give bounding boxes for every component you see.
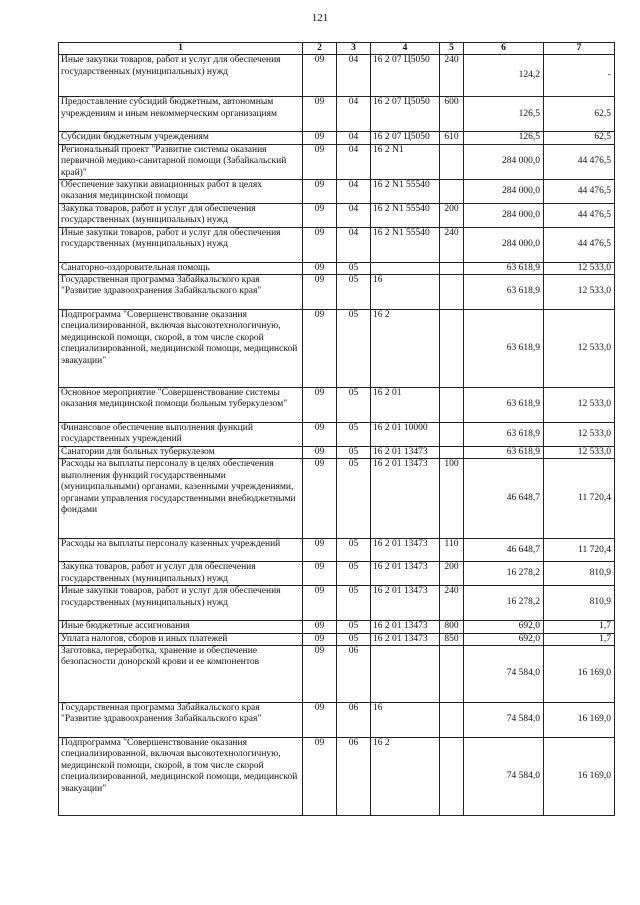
- row-col-3: 04: [337, 144, 371, 179]
- row-code: 16 2 07 Ц5050: [371, 132, 440, 144]
- row-amount-col-6: 74 584,0: [464, 737, 544, 815]
- row-col-2: 09: [303, 459, 337, 539]
- table-row: [59, 262, 615, 274]
- row-code: 16 2 01 13473: [371, 539, 440, 562]
- row-col-2: 09: [303, 645, 337, 702]
- row-amount-col-6: 63 618,9: [464, 275, 544, 310]
- table-row: [59, 702, 615, 737]
- row-amount-col-6: 74 584,0: [464, 702, 544, 737]
- row-code: 16 2 N1 55540: [371, 227, 440, 262]
- row-code: 16 2 01 13473: [371, 562, 440, 586]
- table-row: [59, 144, 615, 179]
- row-code: [371, 645, 440, 702]
- row-col-2: 09: [303, 275, 337, 310]
- row-col-2: 09: [303, 586, 337, 621]
- row-col-3: 06: [337, 737, 371, 815]
- table-row: [59, 388, 615, 423]
- row-col-2: 09: [303, 702, 337, 737]
- row-amount-col-6: 284 000,0: [464, 203, 544, 227]
- row-amount-col-6: 284 000,0: [464, 227, 544, 262]
- row-col-2: 09: [303, 262, 337, 274]
- table-row: [59, 55, 615, 97]
- row-code: 16: [371, 275, 440, 310]
- row-col-5: [440, 144, 464, 179]
- row-col-2: 09: [303, 388, 337, 423]
- row-name: Обеспечение закупки авиационных работ в целях оказания медицинской помощи: [59, 180, 303, 204]
- table-row: [59, 446, 615, 458]
- table-row: [59, 423, 615, 447]
- row-code: 16 2: [371, 737, 440, 815]
- row-col-5: 240: [440, 55, 464, 97]
- row-amount-col-7: 62,5: [544, 97, 615, 132]
- row-col-2: 09: [303, 633, 337, 645]
- row-col-2: 09: [303, 621, 337, 633]
- row-amount-col-6: 124,2: [464, 55, 544, 97]
- row-code: 16 2 07 Ц5050: [371, 55, 440, 97]
- row-code: 16 2 01 13473: [371, 586, 440, 621]
- row-name: Расходы на выплаты персоналу казенных учреждений: [59, 539, 303, 562]
- row-code: 16 2 01 13473: [371, 446, 440, 458]
- row-amount-col-6: 284 000,0: [464, 180, 544, 204]
- table-row: [59, 633, 615, 645]
- budget-table: [58, 42, 615, 816]
- row-amount-col-6: 692,0: [464, 621, 544, 633]
- row-col-3: 04: [337, 227, 371, 262]
- row-col-5: 600: [440, 97, 464, 132]
- row-amount-col-7: 12 533,0: [544, 446, 615, 458]
- row-amount-col-6: 63 618,9: [464, 423, 544, 447]
- row-col-3: 05: [337, 459, 371, 539]
- page-number: 121: [311, 12, 329, 24]
- row-name: Государственная программа Забайкальского края "Развитие здравоохранения Забайкальского края": [59, 702, 303, 737]
- row-name: Иные бюджетные ассигнования: [59, 621, 303, 633]
- row-amount-col-7: 12 533,0: [544, 388, 615, 423]
- row-col-5: 110: [440, 539, 464, 562]
- row-code: 16 2 N1 55540: [371, 180, 440, 204]
- row-col-3: 04: [337, 97, 371, 132]
- row-col-3: 04: [337, 203, 371, 227]
- row-col-5: [440, 737, 464, 815]
- row-name: Иные закупки товаров, работ и услуг для обеспечения государственных (муниципальных) нужд: [59, 55, 303, 97]
- row-amount-col-6: 46 648,7: [464, 539, 544, 562]
- row-amount-col-6: 63 618,9: [464, 262, 544, 274]
- row-name: Подпрограмма "Совершенствование оказания специализированной, включая высокотехнологичную, медицинской помощи, скорой, в том числе скорой специализированной, медицинской помощи, медицинской эвакуации": [59, 310, 303, 388]
- row-col-5: 240: [440, 586, 464, 621]
- row-code: 16 2: [371, 310, 440, 388]
- row-col-3: 05: [337, 262, 371, 274]
- table-header-row: [59, 43, 615, 55]
- row-name: Предоставление субсидий бюджетным, автономным учреждениям и иным некоммерческим организациям: [59, 97, 303, 132]
- row-col-3: 05: [337, 275, 371, 310]
- row-amount-col-6: 46 648,7: [464, 459, 544, 539]
- row-col-5: 850: [440, 633, 464, 645]
- row-col-2: 09: [303, 144, 337, 179]
- table-row: [59, 459, 615, 539]
- table-row: [59, 737, 615, 815]
- row-amount-col-6: 63 618,9: [464, 310, 544, 388]
- row-code: [371, 262, 440, 274]
- row-col-5: [440, 423, 464, 447]
- row-code: 16 2 01 13473: [371, 633, 440, 645]
- row-name: Финансовое обеспечение выполнения функций государственных учреждений: [59, 423, 303, 447]
- row-name: Иные закупки товаров, работ и услуг для обеспечения государственных (муниципальных) нужд: [59, 227, 303, 262]
- row-col-2: 09: [303, 132, 337, 144]
- row-col-5: [440, 262, 464, 274]
- row-amount-col-7: 16 169,0: [544, 737, 615, 815]
- row-name: Государственная программа Забайкальского края "Развитие здравоохранения Забайкальского края": [59, 275, 303, 310]
- row-amount-col-7: 16 169,0: [544, 702, 615, 737]
- row-name: Региональный проект "Развитие системы оказания первичной медико-санитарной помощи (Забайкальский край)": [59, 144, 303, 179]
- header-col-3: 3: [337, 43, 371, 55]
- row-amount-col-7: 16 169,0: [544, 645, 615, 702]
- row-amount-col-6: 126,5: [464, 132, 544, 144]
- row-code: 16 2 01: [371, 388, 440, 423]
- table-row: [59, 621, 615, 633]
- row-code: 16 2 N1 55540: [371, 203, 440, 227]
- row-code: 16 2 01 10000: [371, 423, 440, 447]
- table-row: [59, 97, 615, 132]
- table-body: [59, 55, 615, 816]
- row-col-2: 09: [303, 562, 337, 586]
- row-col-3: 05: [337, 539, 371, 562]
- row-name: Закупка товаров, работ и услуг для обеспечения государственных (муниципальных) нужд: [59, 203, 303, 227]
- row-amount-col-7: 44 476,5: [544, 144, 615, 179]
- row-col-5: 200: [440, 562, 464, 586]
- row-amount-col-7: 810,9: [544, 562, 615, 586]
- row-amount-col-6: 63 618,9: [464, 446, 544, 458]
- row-col-3: 05: [337, 388, 371, 423]
- row-amount-col-7: 12 533,0: [544, 262, 615, 274]
- row-col-5: [440, 310, 464, 388]
- row-amount-col-7: 44 476,5: [544, 203, 615, 227]
- table-row: [59, 645, 615, 702]
- row-code: 16 2 01 13473: [371, 459, 440, 539]
- row-col-5: [440, 446, 464, 458]
- row-col-5: 100: [440, 459, 464, 539]
- row-amount-col-7: 11 720,4: [544, 459, 615, 539]
- row-col-5: 200: [440, 203, 464, 227]
- table-row: [59, 539, 615, 562]
- row-col-3: 04: [337, 180, 371, 204]
- row-name: Уплата налогов, сборов и иных платежей: [59, 633, 303, 645]
- row-col-2: 09: [303, 310, 337, 388]
- row-amount-col-7: 11 720,4: [544, 539, 615, 562]
- row-name: Подпрограмма "Совершенствование оказания специализированной, включая высокотехнологичную, медицинской помощи, скорой, в том числе скорой специализированной, медицинской помощи, медицинской эвакуации": [59, 737, 303, 815]
- header-col-1: 1: [59, 43, 303, 55]
- row-amount-col-6: 16 278,2: [464, 562, 544, 586]
- row-col-2: 09: [303, 446, 337, 458]
- row-col-5: 800: [440, 621, 464, 633]
- table-row: [59, 132, 615, 144]
- row-amount-col-6: 692,0: [464, 633, 544, 645]
- header-col-7: 7: [544, 43, 615, 55]
- table-row: [59, 562, 615, 586]
- row-col-3: 06: [337, 702, 371, 737]
- table-row: [59, 586, 615, 621]
- row-col-2: 09: [303, 227, 337, 262]
- row-col-2: 09: [303, 203, 337, 227]
- header-col-6: 6: [464, 43, 544, 55]
- table-row: [59, 310, 615, 388]
- table-row: [59, 275, 615, 310]
- row-col-3: 04: [337, 132, 371, 144]
- row-col-3: 05: [337, 310, 371, 388]
- row-amount-col-6: 63 618,9: [464, 388, 544, 423]
- row-name: Заготовка, переработка, хранение и обеспечение безопасности донорской крови и ее компонентов: [59, 645, 303, 702]
- row-col-5: [440, 388, 464, 423]
- row-amount-col-7: 1,7: [544, 633, 615, 645]
- row-col-3: 05: [337, 586, 371, 621]
- row-col-2: 09: [303, 423, 337, 447]
- row-amount-col-7: 12 533,0: [544, 310, 615, 388]
- row-col-3: 04: [337, 55, 371, 97]
- row-name: Закупка товаров, работ и услуг для обеспечения государственных (муниципальных) нужд: [59, 562, 303, 586]
- row-col-5: 610: [440, 132, 464, 144]
- row-code: 16: [371, 702, 440, 737]
- row-name: Иные закупки товаров, работ и услуг для обеспечения государственных (муниципальных) нужд: [59, 586, 303, 621]
- row-code: 16 2 07 Ц5050: [371, 97, 440, 132]
- row-col-2: 09: [303, 539, 337, 562]
- row-col-3: 05: [337, 423, 371, 447]
- table-row: [59, 227, 615, 262]
- row-amount-col-7: 1,7: [544, 621, 615, 633]
- table-row: [59, 203, 615, 227]
- row-col-2: 09: [303, 97, 337, 132]
- row-amount-col-7: 62,5: [544, 132, 615, 144]
- row-amount-col-7: 810,9: [544, 586, 615, 621]
- row-col-3: 06: [337, 645, 371, 702]
- row-amount-col-7: 12 533,0: [544, 423, 615, 447]
- row-amount-col-7: 44 476,5: [544, 227, 615, 262]
- row-amount-col-6: 284 000,0: [464, 144, 544, 179]
- row-name: Основное мероприятие "Совершенствование системы оказания медицинской помощи больным туберкулезом": [59, 388, 303, 423]
- row-amount-col-6: 74 584,0: [464, 645, 544, 702]
- row-col-5: 240: [440, 227, 464, 262]
- header-col-4: 4: [371, 43, 440, 55]
- row-amount-col-7: 44 476,5: [544, 180, 615, 204]
- row-amount-col-7: -: [544, 55, 615, 97]
- row-name: Субсидии бюджетным учреждениям: [59, 132, 303, 144]
- row-name: Расходы на выплаты персоналу в целях обеспечения выполнения функций государственными (муниципальными) органами, казенными учреждениями, органами управления государственными внебюджетными фондами: [59, 459, 303, 539]
- header-col-5: 5: [440, 43, 464, 55]
- row-col-3: 05: [337, 446, 371, 458]
- row-col-3: 05: [337, 562, 371, 586]
- row-name: Санаторно-оздоровительная помощь: [59, 262, 303, 274]
- header-col-2: 2: [303, 43, 337, 55]
- row-col-3: 05: [337, 633, 371, 645]
- row-col-2: 09: [303, 180, 337, 204]
- row-col-5: [440, 702, 464, 737]
- row-col-5: [440, 645, 464, 702]
- row-code: 16 2 01 13473: [371, 621, 440, 633]
- row-col-5: [440, 275, 464, 310]
- row-amount-col-7: 12 533,0: [544, 275, 615, 310]
- row-col-5: [440, 180, 464, 204]
- row-col-2: 09: [303, 55, 337, 97]
- row-amount-col-6: 126,5: [464, 97, 544, 132]
- row-amount-col-6: 16 278,2: [464, 586, 544, 621]
- row-col-3: 05: [337, 621, 371, 633]
- row-name: Санатории для больных туберкулезом: [59, 446, 303, 458]
- row-col-2: 09: [303, 737, 337, 815]
- row-code: 16 2 N1: [371, 144, 440, 179]
- table-row: [59, 180, 615, 204]
